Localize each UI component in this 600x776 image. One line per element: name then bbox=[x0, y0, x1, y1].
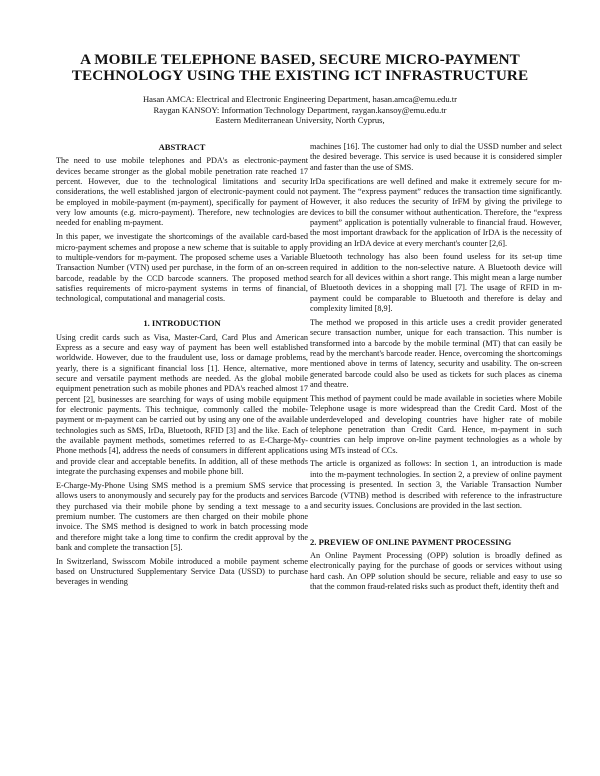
paper-title bbox=[40, 52, 560, 84]
right-paragraph-5: This method of payment could be made available in societies where Mobile Telephone usage is more widespread than the Credit Card. Most of the underdeveloped and developing countries have higher rate of mobile telephone penetration than Credit Card. Hence, m-payment in such countries can help improve on-line payment technologies as a whole by using MTs instead of CCs. bbox=[310, 393, 562, 455]
author-1: Hasan AMCA: Electrical and Electronic Engineering Department, hasan.amca@emu.edu.tr bbox=[142, 94, 458, 104]
abstract-heading: ABSTRACT bbox=[158, 142, 206, 152]
abstract-paragraph-2: In this paper, we investigate the shortcomings of the available card-based micro-payment schemes and propose a new scheme that is suitable to apply to multiple-vendors for m-payment. The proposed scheme uses a Variable Transaction Number (VTN) used per purchase, in the form of an on-screen barcode, readable by the CCD barcode scanners. The proposed method satisfies requirements of micro-payment systems in terms of financial, technological, computational and managerial costs. bbox=[56, 232, 308, 304]
right-paragraph-4: The method we proposed in this article uses a credit provider generated secure transaction number, unique for each transaction. This number is transformed into a barcode by the mobile terminal (MT) that can easily be read by the merchant's barcode reader. Hence, overcoming the shortcomings mentioned above in terms of latency, security and usability. The on-screen generated barcode could also be used as tickets for such places as cinema and theatre. bbox=[310, 318, 562, 390]
title-line-2: TECHNOLOGY USING THE EXISTING ICT INFRASTRUCTURE bbox=[71, 67, 529, 84]
right-paragraph-1: machines [16]. The customer had only to dial the USSD number and select the desired beverage. This service is used because it is considered simpler and faster than the use of SMS. bbox=[310, 142, 562, 172]
left-column bbox=[56, 140, 308, 591]
right-column bbox=[310, 142, 562, 596]
right-paragraph-3: Bluetooth technology has also been found useless for its set-up time required in addition to the non-selective nature. A Bluetooth device will search for all devices within a short range. This might mean a large number of Bluetooth devices in a shopping mall [7]. The usage of RFID in m-payment could be comparable to Bluetooth and therefore is delay and complexity limited [8,9]. bbox=[310, 252, 562, 314]
introduction-paragraph-2: E-Charge-My-Phone Using SMS method is a premium SMS service that allows users to anonymously and securely pay for the products and services they purchased via their mobile phone by sending a text message to a premium number. The customers are then charged on their mobile phone invoice. The SMS method is designed to work in batch processing mode and therefore might take a long time to confirm the credit approval by the bank and complete the transaction [5]. bbox=[56, 480, 308, 552]
affiliation: Eastern Mediterranean University, North Cyprus, bbox=[215, 115, 385, 126]
introduction-paragraph-1: Using credit cards such as Visa, Master-Card, Card Plus and American Express as a secure and easy way of payment has been well established worldwide. However, due to the fraudulent use, loss or damage problems, yearly, there is a significant financial loss [1]. Hence, alternative, more secure and versatile payment methods are needed. As the global mobile equipment penetration such as mobile phones and PDA's reached almost 17 percent [2], businesses are searching for ways of using mobile equipment for electronic payments. This technique, commonly called the mobile-payment or m-payment can be carried out by using any one of the available technologies such as SMS, IrDa, Bluetooth, RFID [3] and the like. Each of the available payment methods, sometimes referred to as E-Charge-My-Phone methods [4], address the needs of consumers in different applications and provide clear and acceptable benefits. In addition, all of these methods integrate the purchasing expenses and mobile phone bill. bbox=[56, 332, 308, 476]
abstract-paragraph-1: The need to use mobile telephones and PDA's as electronic-payment devices became stronger as the global mobile penetration rate reached 17 percent. However, due to the technological limitations and security considerations, the well established jargon of electronic-payment could not be employed in mobile-payment (m-payment), specifically for payment of very low amounts (e.g. micro-payment). Therefore, new technologies are needed for enabling m-payment. bbox=[56, 156, 308, 228]
right-paragraph-6: The article is organized as follows: In section 1, an introduction is made into the m-payment technologies. In section 2, a preview of online payment processing is presented. In section 3, the Variable Transaction Number Barcode (VTNB) method is described with reference to the infrastructure and security issues. Conclusions are provided in the last section. bbox=[310, 459, 562, 510]
right-paragraph-2: IrDa specifications are well defined and make it extremely secure for m-payment. The “express payment” reduces the transaction time significantly. However, it also reduces the security of IrFM by giving the privilege to devices to bill the consumer without authentication. Therefore, the “express payment” application is potentially vulnerable to financial fraud. However, the most important drawback for the application of IrDA is the necessity of providing an IrDA device at every merchant's counter [2,6]. bbox=[310, 176, 562, 248]
author-2: Raygan KANSOY: Information Technology Department, raygan.kansoy@emu.edu.tr bbox=[153, 104, 447, 115]
section-2-heading: 2. PREVIEW OF ONLINE PAYMENT PROCESSING bbox=[310, 536, 512, 547]
introduction-heading: 1. INTRODUCTION bbox=[143, 318, 221, 329]
introduction-paragraph-3: In Switzerland, Swisscom Mobile introduced a mobile payment scheme based on Unstructured Supplementary Service Data (USSD) to purchase beverages in wending bbox=[56, 556, 308, 587]
author-block bbox=[40, 94, 560, 126]
title-line-1: A MOBILE TELEPHONE BASED, SECURE MICRO-PAYMENT bbox=[80, 51, 520, 68]
section-2-paragraph-1: An Online Payment Processing (OPP) solution is broadly defined as electronically paying for the purchase of goods or services without using hard cash. An OPP solution should be secure, reliable and easy to use so that the common fraud-related risks such as product theft, identity theft and bbox=[310, 551, 562, 592]
